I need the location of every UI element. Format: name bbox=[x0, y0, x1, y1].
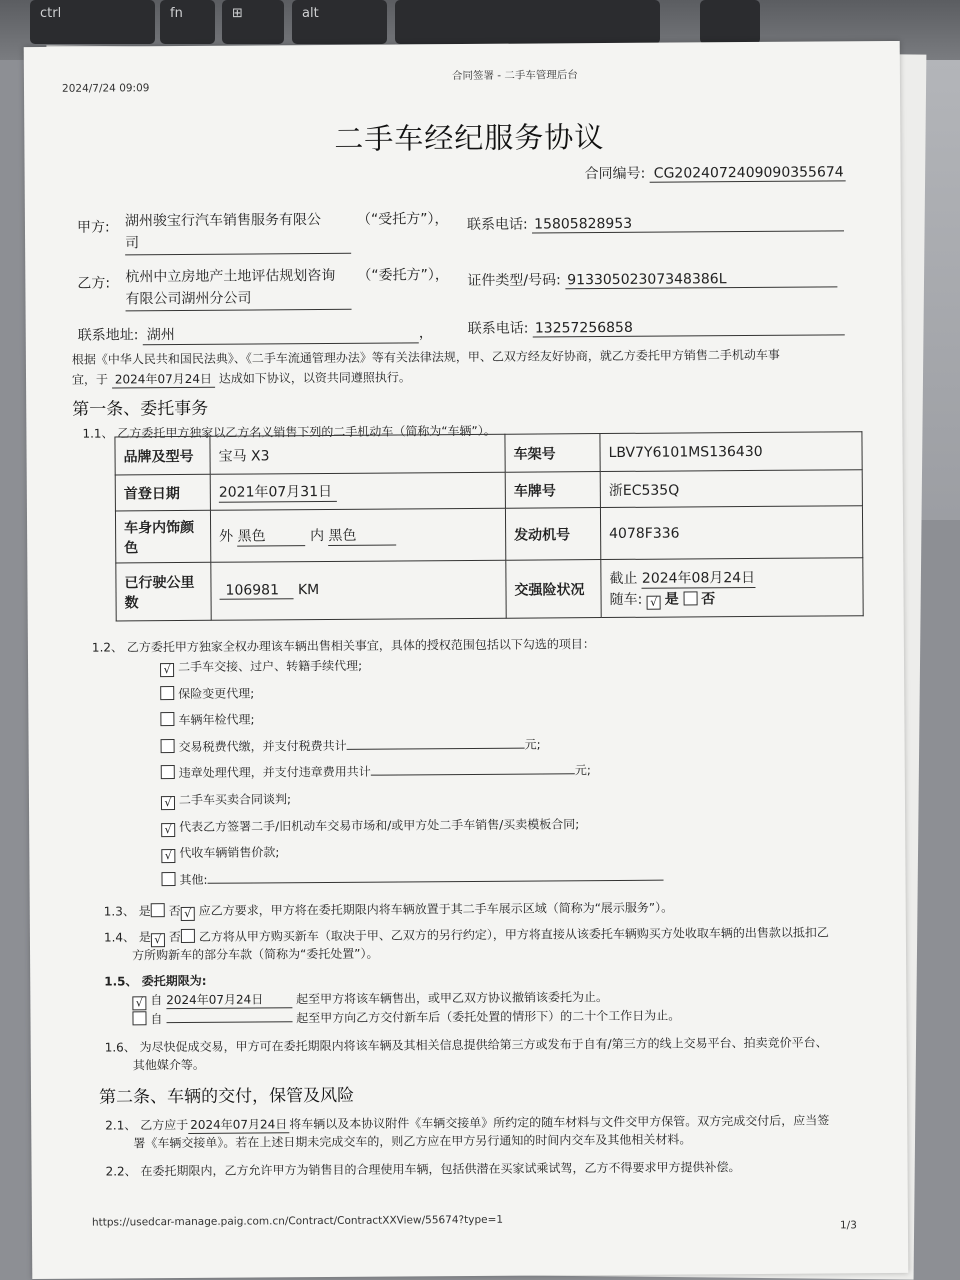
party-a-phone-value: 15805828953 bbox=[532, 214, 844, 233]
clause-2-1-line2: 署《车辆交接单》。若在上述日期未完成交车的，则乙方应在甲方另行通知的时间内交车及其他相关材料。 bbox=[133, 1132, 692, 1151]
party-b-phone-label: 联系电话: bbox=[467, 320, 529, 337]
option-checkbox[interactable] bbox=[160, 686, 174, 700]
option-label: 代收车辆销售价款; bbox=[179, 845, 280, 861]
party-b-label: 乙方: bbox=[77, 275, 111, 292]
footer-url: https://usedcar-manage.paig.com.cn/Contract/ContractXXView/55674?type=1 bbox=[91, 1213, 504, 1229]
brand-value: 宝马 X3 bbox=[210, 434, 505, 474]
party-a-name bbox=[125, 209, 351, 256]
reg-date-cell bbox=[210, 472, 505, 510]
option-label: 代表乙方签署二手/旧机动车交易市场和/或甲方处二手车销售/买卖模板合同; bbox=[179, 816, 580, 834]
plate-value: 浙EC535Q bbox=[600, 470, 862, 508]
mileage-label: 已行驶公里数 bbox=[116, 562, 211, 621]
checkbox-yes[interactable]: √ bbox=[647, 595, 661, 609]
contract-page bbox=[24, 41, 909, 1279]
clause-text: 乙方将从甲方购买新车（取决于甲、乙双方的另行约定），甲方将直接从该委托车辆购买方处收取车辆的出售款以抵扣乙 bbox=[198, 925, 829, 944]
party-b-id-value: 91330502307348386L bbox=[565, 270, 837, 289]
party-a-role: （“受托方”）， bbox=[356, 211, 449, 228]
option-label: 二手车买卖合同谈判; bbox=[178, 792, 292, 807]
option-2 bbox=[160, 708, 662, 738]
table-row bbox=[116, 558, 863, 621]
alt-key-label: alt bbox=[302, 6, 319, 21]
option-suffix: 元; bbox=[574, 763, 591, 778]
party-a-phone bbox=[467, 211, 844, 234]
clause-1-4-line2: 方所购新车的部分车款（简称为“委托处置”）。 bbox=[132, 946, 379, 963]
options-list bbox=[160, 655, 664, 898]
party-a-name-line2: 司 bbox=[125, 235, 140, 252]
option-3 bbox=[161, 734, 663, 764]
option-checkbox[interactable]: √ bbox=[161, 796, 175, 810]
page-title: 二手车经纪服务协议 bbox=[334, 120, 605, 156]
clause-text: 在委托期限内，乙方允许甲方为销售目的合理使用车辆，包括供潜在买家试乘试驾，乙方不得要求甲方提供补偿。 bbox=[140, 1160, 741, 1179]
party-a-phone-label: 联系电话: bbox=[466, 216, 528, 233]
print-timestamp: 2024/7/24 09:09 bbox=[61, 82, 150, 95]
party-b-address-comma: ， bbox=[418, 325, 433, 342]
clause-text: 应乙方要求，甲方将在委托期限内将车辆放置于其二手车展示区域（简称为“展示服务”）。 bbox=[198, 900, 674, 918]
yes-label: 是 bbox=[138, 930, 151, 945]
intro-date: 2024年07月24日 bbox=[112, 370, 215, 389]
party-b-address bbox=[78, 322, 433, 345]
clause-pre: 乙方应于 bbox=[140, 1117, 189, 1133]
party-a-label: 甲方: bbox=[76, 219, 110, 236]
color-label: 车身内饰颜色 bbox=[115, 510, 210, 563]
ctrl-key-label: ctrl bbox=[40, 6, 62, 21]
color-out-value: 黑色 bbox=[238, 525, 306, 546]
party-b-address-label: 联系地址: bbox=[77, 327, 139, 344]
party-b-address-value: 湖州 bbox=[143, 322, 419, 345]
engine-value: 4078F336 bbox=[600, 506, 862, 560]
option-label: 保险变更代理; bbox=[178, 686, 255, 701]
option-label: 车辆年检代理; bbox=[178, 712, 255, 728]
option-checkbox[interactable]: √ bbox=[161, 849, 175, 863]
contract-label: 合同编号: bbox=[584, 165, 646, 183]
term-text: 起至甲方向乙方交付新车后（委托处置的情形下）的二十个工作日为止。 bbox=[296, 1008, 681, 1026]
vin-value: LBV7Y6101MS136430 bbox=[600, 432, 862, 472]
fn-key bbox=[160, 0, 215, 44]
color-in-prefix: 内 bbox=[309, 527, 325, 545]
term-checkbox-2[interactable] bbox=[132, 1011, 146, 1025]
color-out-prefix: 外 bbox=[219, 528, 234, 545]
insurance-yes-label: 是 bbox=[664, 591, 679, 608]
checkbox-yes[interactable] bbox=[151, 903, 165, 917]
vin-label: 车架号 bbox=[505, 434, 600, 473]
party-b-role: （“委托方”）， bbox=[357, 267, 449, 284]
article1-heading: 第一条、委托事务 bbox=[72, 398, 209, 420]
insurance-no-label: 否 bbox=[701, 590, 716, 607]
reg-date-value: 2021年07月31日 bbox=[219, 481, 337, 503]
color-in-value: 黑色 bbox=[328, 524, 396, 545]
mileage-unit: KM bbox=[297, 582, 320, 599]
article2-heading: 第二条、车辆的交付，保管及风险 bbox=[98, 1085, 355, 1108]
checkbox-no[interactable]: √ bbox=[181, 907, 195, 921]
clause-2-2 bbox=[105, 1158, 740, 1179]
clause-num: 1.5、 bbox=[104, 974, 138, 989]
clause-text: 将车辆以及本协议附件《车辆交接单》所约定的随车材料与文件交甲方保管。双方完成交付后，应当签 bbox=[289, 1113, 830, 1132]
intro-line1: 根据《中华人民共和国民法典》、《二手车流通管理办法》等有关法律法规，甲、乙双方经友好协商，就乙方委托甲方销售二手机动车事 bbox=[71, 347, 780, 367]
clause-1-6-line2: 其他媒介等。 bbox=[132, 1057, 205, 1073]
term-option-2 bbox=[132, 1007, 680, 1028]
delivery-date: 2024年07月24日 bbox=[188, 1115, 289, 1134]
option-checkbox[interactable]: √ bbox=[161, 823, 175, 837]
party-b-id bbox=[467, 267, 837, 290]
term-text: 起至甲方将该车辆售出，或甲乙双方协议撤销该委托为止。 bbox=[295, 990, 609, 1007]
option-8 bbox=[161, 867, 663, 897]
clause-num: 2.1、 bbox=[105, 1118, 137, 1133]
clause-1-6 bbox=[105, 1033, 828, 1055]
table-row bbox=[115, 470, 862, 511]
ctrl-key bbox=[30, 0, 155, 44]
clause-1-2: 1.2、 乙方委托甲方独家全权办理该车辆出售相关事宜，具体的授权范围包括以下勾选的项目： bbox=[91, 637, 595, 655]
no-label: 否 bbox=[168, 903, 181, 919]
clause-1-3 bbox=[104, 899, 674, 922]
option-checkbox[interactable] bbox=[161, 739, 175, 753]
option-4 bbox=[161, 761, 663, 791]
insurance-with-label: 随车: bbox=[609, 591, 643, 608]
tax-amount-blank[interactable] bbox=[347, 747, 525, 749]
option-label: 交易税费代缴，并支付税费共计 bbox=[178, 738, 347, 754]
intro-post: 达成如下协议，以资共同遵照执行。 bbox=[218, 370, 411, 386]
party-b-phone-value: 13257256858 bbox=[533, 318, 845, 337]
clause-num: 1.4、 bbox=[103, 930, 136, 945]
party-b-phone bbox=[468, 315, 845, 338]
clause-head: 委托期限为: bbox=[141, 973, 207, 989]
term-start-date: 2024年07月24日 bbox=[166, 990, 292, 1009]
option-checkbox[interactable] bbox=[161, 765, 175, 779]
option-checkbox[interactable]: √ bbox=[160, 663, 174, 677]
violation-amount-blank[interactable] bbox=[371, 774, 575, 776]
option-5 bbox=[161, 788, 663, 818]
option-checkbox[interactable] bbox=[160, 712, 174, 726]
insurance-expiry bbox=[609, 566, 854, 589]
clause-num: 2.2、 bbox=[105, 1164, 137, 1179]
reg-date-label: 首登日期 bbox=[115, 474, 210, 511]
color-cell bbox=[210, 508, 505, 562]
checkbox-yes[interactable]: √ bbox=[151, 933, 165, 947]
clause-1-1: 1.1、 乙方委托甲方独家以乙方名义销售下列的二手机动车（简称为“车辆”）。 bbox=[82, 423, 496, 441]
option-7 bbox=[161, 841, 663, 871]
intro-pre: 宜，于 bbox=[71, 372, 109, 387]
no-label: 否 bbox=[168, 929, 181, 945]
option-label: 其他: bbox=[179, 872, 208, 887]
clause-num: 1.3、 bbox=[103, 904, 135, 919]
party-b-id-label: 证件类型/号码: bbox=[467, 272, 561, 289]
yes-label: 是 bbox=[138, 904, 151, 919]
insurance-expiry-date: 2024年08月24日 bbox=[642, 566, 755, 588]
vehicle-table bbox=[114, 431, 863, 621]
intro-line2 bbox=[72, 368, 411, 388]
clause-1-4 bbox=[104, 923, 829, 947]
checkbox-no[interactable] bbox=[181, 929, 195, 943]
term-from-label: 自 bbox=[150, 993, 163, 1008]
insurance-label: 交强险状况 bbox=[506, 560, 601, 619]
contract-value: CG2024072409090355674 bbox=[650, 164, 846, 182]
option-label: 二手车交接、过户、转籍手续代理; bbox=[177, 658, 363, 675]
print-site-title: 合同签署 - 二手车管理后台 bbox=[451, 69, 578, 83]
clause-text: 为尽快促成交易，甲方可在委托期限内将该车辆及其相关信息提供给第三方或发布于自有/第三方的线上交易平台、拍卖竞价平台、 bbox=[139, 1035, 828, 1055]
brand-label: 品牌及型号 bbox=[115, 436, 210, 475]
party-a-name-line1: 湖州骏宝行汽车销售服务有限公 bbox=[124, 212, 321, 230]
clause-num: 1.6、 bbox=[104, 1040, 136, 1055]
table-row bbox=[115, 506, 862, 563]
checkbox-no[interactable] bbox=[683, 591, 697, 605]
option-6 bbox=[161, 814, 663, 844]
term-from-label: 自 bbox=[150, 1012, 163, 1027]
option-label: 违章处理代理，并支付违章费用共计 bbox=[178, 765, 371, 781]
alt-key bbox=[292, 0, 387, 44]
windows-key bbox=[222, 0, 284, 44]
option-suffix: 元; bbox=[524, 737, 541, 752]
table-row bbox=[115, 432, 862, 475]
party-b-name-line2: 有限公司湖州分公司 bbox=[125, 290, 252, 308]
plate-label: 车牌号 bbox=[505, 472, 600, 509]
space-key bbox=[395, 0, 660, 44]
option-checkbox[interactable] bbox=[161, 872, 175, 886]
other-blank[interactable] bbox=[208, 879, 664, 883]
insurance-cell bbox=[601, 558, 863, 618]
windows-icon: ⊞ bbox=[232, 6, 243, 21]
party-b-name-line1: 杭州中立房地产土地评估规划咨询 bbox=[125, 267, 336, 286]
mileage-cell bbox=[211, 560, 506, 620]
mileage-value: 106981 bbox=[219, 582, 293, 600]
option-1 bbox=[160, 681, 662, 711]
right-key bbox=[700, 0, 760, 44]
contract-number bbox=[585, 161, 846, 183]
clause-1-5 bbox=[104, 972, 206, 990]
term-checkbox-1[interactable]: √ bbox=[132, 996, 146, 1010]
engine-label: 发动机号 bbox=[505, 508, 600, 561]
fn-key-label: fn bbox=[170, 6, 183, 21]
insurance-with-car bbox=[610, 587, 855, 610]
option-0 bbox=[160, 655, 662, 685]
page-number: 1/3 bbox=[839, 1219, 857, 1232]
term-start-blank[interactable] bbox=[166, 1021, 292, 1023]
insurance-expiry-prefix: 截止 bbox=[609, 570, 638, 587]
party-b-name bbox=[125, 265, 351, 312]
